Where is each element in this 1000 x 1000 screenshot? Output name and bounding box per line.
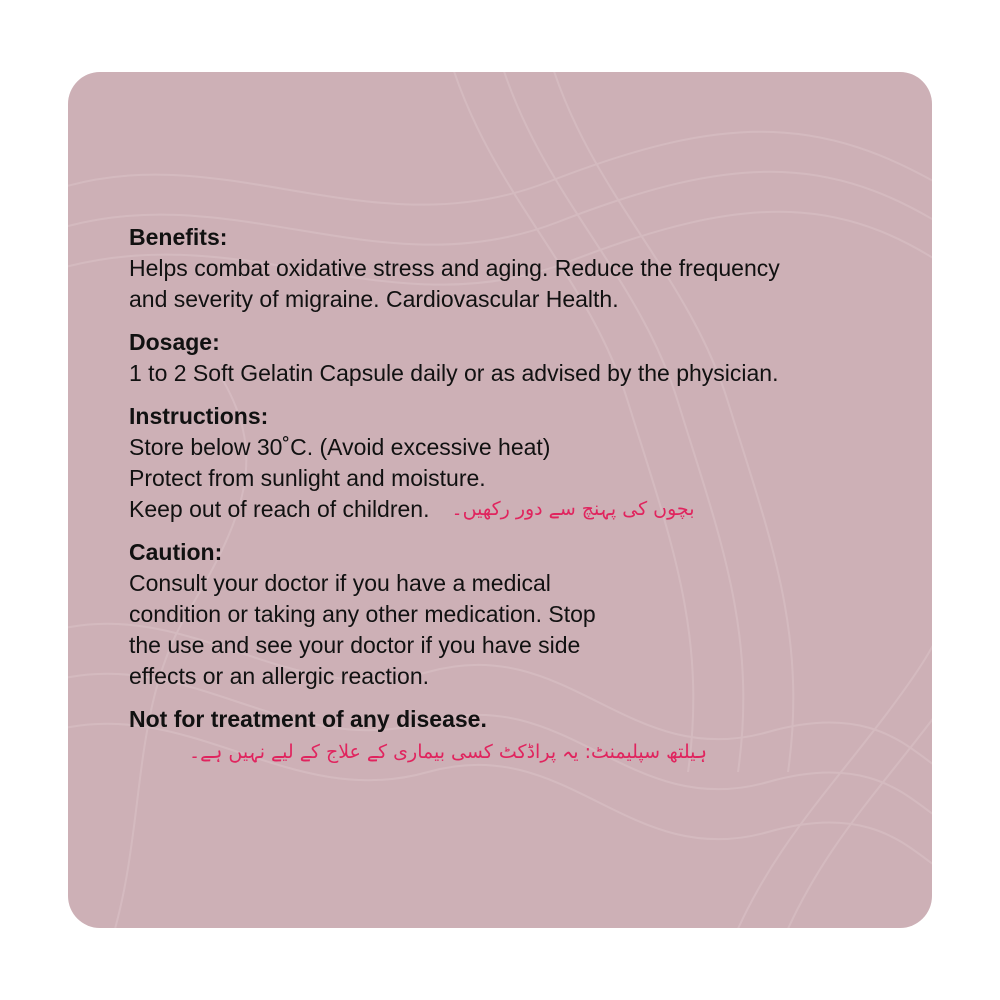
dosage-line: 1 to 2 Soft Gelatin Capsule daily or as advised by the physician. <box>129 360 779 386</box>
children-warning-text: Keep out of reach of children. <box>129 496 430 522</box>
urdu-supplement-notice: ہیلتھ سپلیمنٹ: یہ پراڈکٹ کسی بیماری کے علاج کے لیے نہیں ہے۔ <box>188 741 707 763</box>
caution-line: the use and see your doctor if you have side <box>129 632 581 658</box>
benefits-section <box>129 222 909 315</box>
instructions-section <box>129 401 909 525</box>
urdu-children-warning: بچوں کی پہنچ سے دور رکھیں۔ <box>451 498 695 520</box>
instructions-heading: Instructions: <box>129 403 269 429</box>
caution-line: effects or an allergic reaction. <box>129 663 430 689</box>
label-content <box>129 222 909 768</box>
instructions-line <box>129 494 909 525</box>
benefits-line: Helps combat oxidative stress and aging. Reduce the frequency <box>129 255 780 281</box>
caution-line: Consult your doctor if you have a medical <box>129 570 551 596</box>
caution-heading: Caution: <box>129 539 223 565</box>
dosage-section <box>129 327 909 389</box>
instructions-line: Protect from sunlight and moisture. <box>129 465 486 491</box>
instructions-line: Store below 30˚C. (Avoid excessive heat) <box>129 434 551 460</box>
notice-section <box>129 704 909 768</box>
caution-section <box>129 537 909 692</box>
benefits-heading: Benefits: <box>129 224 228 250</box>
caution-line: condition or taking any other medication. Stop <box>129 601 596 627</box>
dosage-heading: Dosage: <box>129 329 220 355</box>
disease-notice: Not for treatment of any disease. <box>129 706 487 732</box>
benefits-line: and severity of migraine. Cardiovascular Health. <box>129 286 619 312</box>
